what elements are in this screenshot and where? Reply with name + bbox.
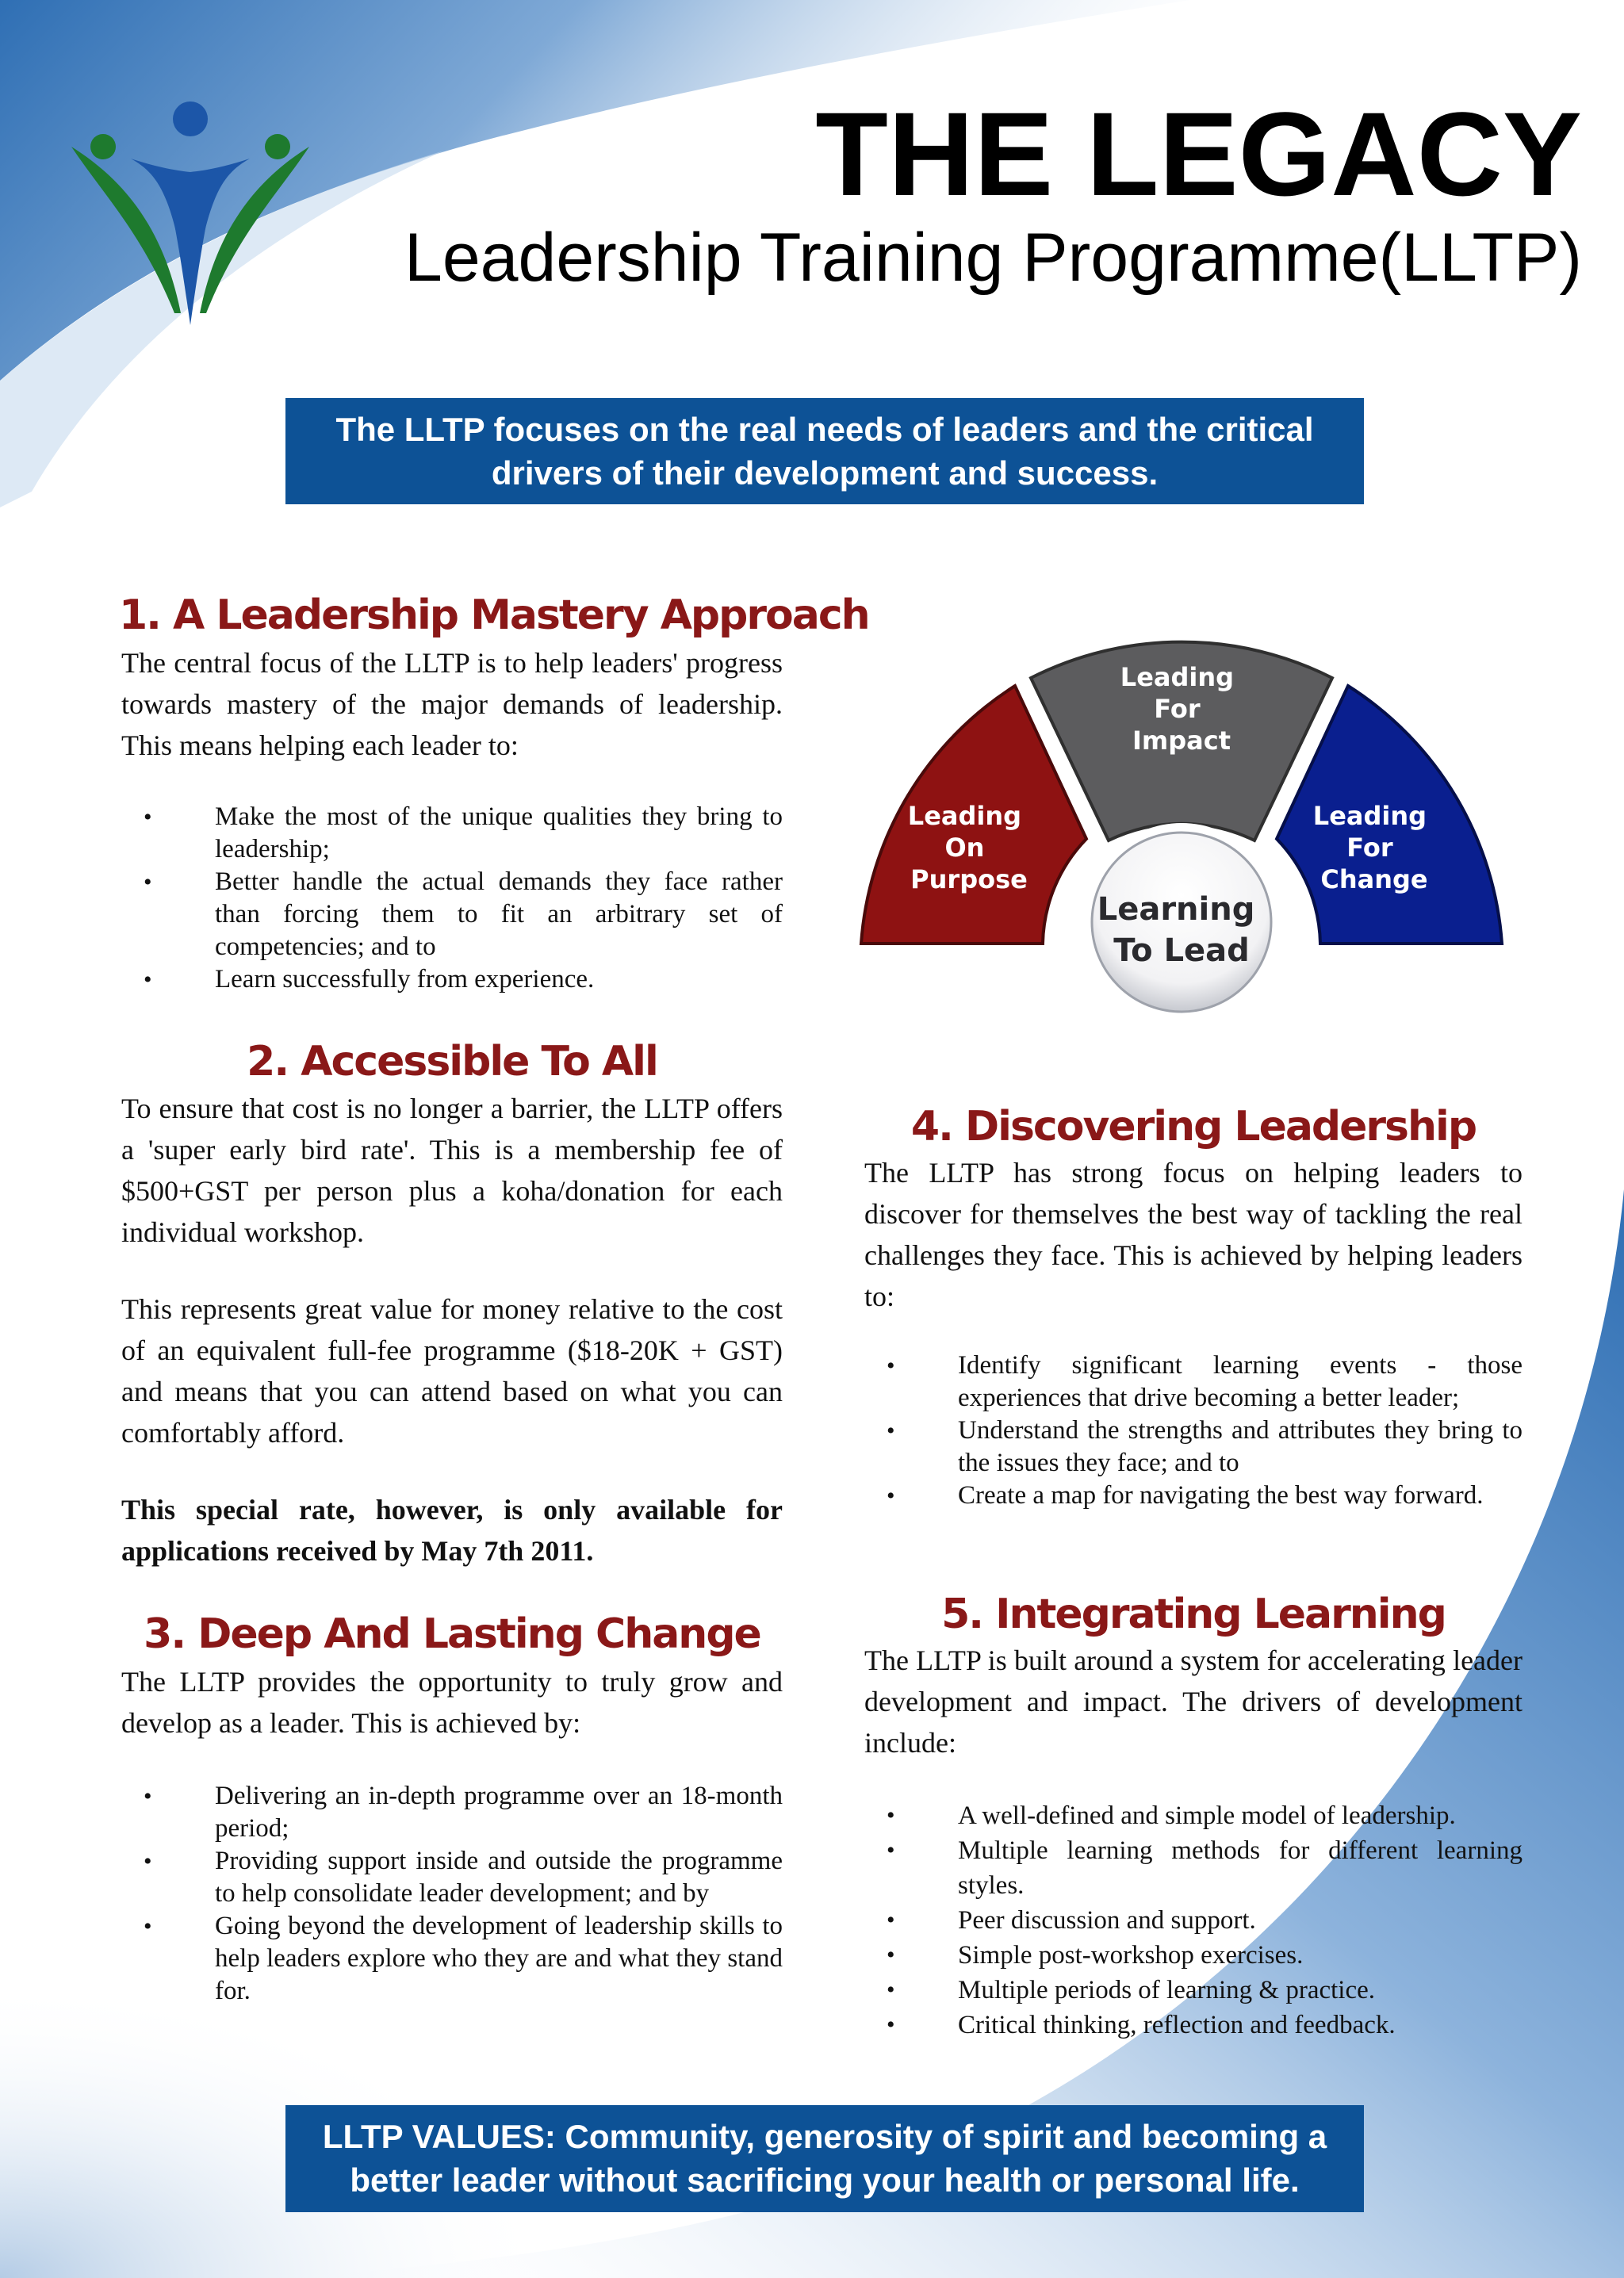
- change-label: Leading For Change: [1312, 801, 1428, 894]
- values-banner-line1: LLTP VALUES: Community, generosity of spirit and becoming a: [322, 2118, 1327, 2155]
- list-item: [864, 1798, 1522, 1833]
- bullet-icon: •: [887, 1907, 895, 1933]
- section1-bullets: [121, 801, 783, 996]
- section1-heading: 1. A Leadership Mastery Approach: [119, 592, 869, 639]
- bullet-icon: •: [144, 869, 152, 895]
- section2-para3: This special rate, however, is only available for applications received by May 7th 2011.: [121, 1494, 783, 1567]
- bullet-text: Critical thinking, reflection and feedback.: [958, 2011, 1396, 2039]
- intro-banner-line2: drivers of their development and success.: [491, 454, 1159, 492]
- list-item: [121, 801, 783, 866]
- list-item: [864, 1480, 1522, 1512]
- section2-para2: This represents great value for money relative to the cost of an equivalent full-fee programme ($18-20K + GST) and means that you can attend based on what you can comfortably afford.: [121, 1293, 783, 1449]
- list-item: [864, 1350, 1522, 1415]
- section5-bullets: [864, 1798, 1522, 2043]
- section5-heading: 5. Integrating Learning: [941, 1591, 1446, 1638]
- bullet-icon: •: [887, 2012, 895, 2038]
- section2-heading: 2. Accessible To All: [247, 1038, 657, 1085]
- bullet-icon: •: [887, 1942, 895, 1968]
- page-subtitle: Leadership Training Programme(LLTP): [404, 220, 1582, 296]
- bullet-text: Going beyond the development of leadership skills to help leaders explore who they are and what they stand for.: [215, 1912, 783, 2005]
- bullet-text: Better handle the actual demands they face rather than forcing them to fit an arbitrary set of competencies; and to: [215, 867, 783, 961]
- bullet-icon: •: [887, 1418, 895, 1444]
- section1-body: The central focus of the LLTP is to help leaders' progress towards mastery of the major demands of leadership. This means helping each leader to:: [121, 647, 783, 761]
- bullet-text: Multiple learning methods for different learning styles.: [958, 1836, 1522, 1900]
- bullet-icon: •: [144, 1848, 152, 1874]
- bullet-icon: •: [887, 1483, 895, 1509]
- section5-body: The LLTP is built around a system for accelerating leader development and impact. The drivers of development include:: [864, 1644, 1522, 1759]
- list-item: [864, 1415, 1522, 1480]
- bullet-text: Understand the strengths and attributes they bring to the issues they face; and to: [958, 1416, 1522, 1477]
- list-item: [121, 1780, 783, 1845]
- bullet-icon: •: [144, 967, 152, 993]
- list-item: [121, 963, 783, 996]
- bullet-text: Multiple periods of learning & practice.: [958, 1976, 1376, 2004]
- bullet-text: Delivering an in-depth programme over an 18-month period;: [215, 1782, 783, 1843]
- bullet-text: Learn successfully from experience.: [215, 965, 595, 994]
- intro-banner-line1: The LLTP focuses on the real needs of leaders and the critical: [335, 411, 1314, 448]
- logo-head-right: [265, 134, 290, 159]
- bullet-text: Peer discussion and support.: [958, 1906, 1256, 1935]
- section3-body: The LLTP provides the opportunity to truly grow and develop as a leader. This is achieved by:: [121, 1666, 783, 1739]
- logo-head-left: [90, 134, 116, 159]
- bullet-icon: •: [144, 1783, 152, 1809]
- center-label: Learning To Lead: [1097, 891, 1255, 969]
- section3-bullets: [121, 1780, 783, 2008]
- bullet-icon: •: [144, 804, 152, 830]
- section4-body: The LLTP has strong focus on helping leaders to discover for themselves the best way of tackling the real challenges they face. This is achieved by helping leaders to:: [864, 1157, 1522, 1312]
- page-title: THE LEGACY: [815, 87, 1582, 220]
- logo-head-center: [173, 101, 208, 136]
- section3-heading: 3. Deep And Lasting Change: [144, 1610, 760, 1658]
- bullet-text: Simple post-workshop exercises.: [958, 1941, 1304, 1970]
- list-item: [864, 1938, 1522, 1973]
- list-item: [121, 866, 783, 963]
- list-item: [864, 1973, 1522, 2008]
- impact-label: Leading For Impact: [1120, 662, 1235, 756]
- values-banner: [285, 2105, 1364, 2212]
- bullet-text: Create a map for navigating the best way forward.: [958, 1481, 1484, 1510]
- list-item: [121, 1910, 783, 2008]
- list-item: [864, 2008, 1522, 2043]
- purpose-label: Leading On Purpose: [907, 801, 1028, 894]
- list-item: [864, 1833, 1522, 1903]
- leadership-arc-diagram: [848, 611, 1515, 1023]
- bullet-icon: •: [144, 1913, 152, 1939]
- bullet-icon: •: [887, 1353, 895, 1379]
- bullet-text: A well-defined and simple model of leadership.: [958, 1801, 1456, 1830]
- section4-bullets: [864, 1350, 1522, 1512]
- bullet-icon: •: [887, 1837, 895, 1863]
- bullet-text: Identify significant learning events - those experiences that drive becoming a better leader;: [958, 1351, 1522, 1412]
- section4-heading: 4. Discovering Leadership: [910, 1103, 1477, 1150]
- bullet-text: Providing support inside and outside the programme to help consolidate leader development; and by: [215, 1847, 783, 1908]
- values-banner-line2: better leader without sacrificing your health or personal life.: [350, 2161, 1300, 2199]
- bullet-icon: •: [887, 1802, 895, 1828]
- bullet-icon: •: [887, 1977, 895, 2003]
- bullet-text: Make the most of the unique qualities they bring to leadership;: [215, 802, 783, 863]
- list-item: [121, 1845, 783, 1910]
- list-item: [864, 1903, 1522, 1938]
- intro-banner: [285, 398, 1364, 504]
- section2-para1: To ensure that cost is no longer a barrier, the LLTP offers a 'super early bird rate'. This is a membership fee of $500+GST per person plus a koha/donation for each individual workshop.: [121, 1093, 783, 1248]
